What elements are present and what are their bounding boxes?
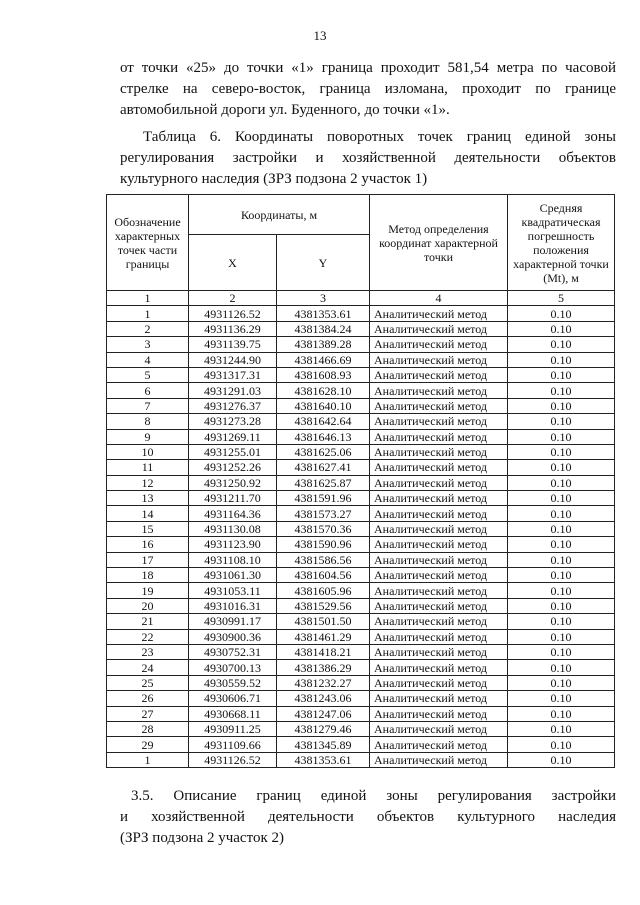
section-heading-line-2: и хозяйственной деятельности объектов культурного наследия [120, 809, 616, 825]
y-cell: 4381625.87 [277, 475, 370, 490]
x-cell: 4931016.31 [189, 598, 277, 613]
method-cell: Аналитический метод [370, 644, 508, 659]
x-cell: 4931269.11 [189, 429, 277, 444]
method-cell: Аналитический метод [370, 660, 508, 675]
y-cell: 4381604.56 [277, 568, 370, 583]
y-cell: 4381590.96 [277, 537, 370, 552]
point-id-cell: 3 [107, 337, 189, 352]
header-coords: Координаты, м [189, 195, 370, 235]
table-row [107, 737, 615, 752]
column-number-cell: 1 [107, 291, 189, 306]
method-cell: Аналитический метод [370, 675, 508, 690]
table-row [107, 475, 615, 490]
y-cell: 4381466.69 [277, 352, 370, 367]
accuracy-cell: 0.10 [508, 460, 615, 475]
table-row [107, 460, 615, 475]
table-body [107, 306, 615, 768]
y-cell: 4381608.93 [277, 367, 370, 382]
accuracy-cell: 0.10 [508, 675, 615, 690]
point-id-cell: 17 [107, 552, 189, 567]
x-cell: 4930606.71 [189, 691, 277, 706]
table-row [107, 537, 615, 552]
method-cell: Аналитический метод [370, 444, 508, 459]
accuracy-cell: 0.10 [508, 429, 615, 444]
table-row [107, 675, 615, 690]
method-cell: Аналитический метод [370, 614, 508, 629]
x-cell: 4930668.11 [189, 706, 277, 721]
table-row [107, 583, 615, 598]
point-id-cell: 19 [107, 583, 189, 598]
accuracy-cell: 0.10 [508, 475, 615, 490]
method-cell: Аналитический метод [370, 737, 508, 752]
point-id-cell: 25 [107, 675, 189, 690]
y-cell: 4381573.27 [277, 506, 370, 521]
table-row [107, 444, 615, 459]
point-id-cell: 12 [107, 475, 189, 490]
intro-line-1: от точки «25» до точки «1» граница проходит 581,54 метра по часовой [120, 60, 616, 76]
table-row [107, 506, 615, 521]
table-row [107, 398, 615, 413]
method-cell: Аналитический метод [370, 352, 508, 367]
method-cell: Аналитический метод [370, 460, 508, 475]
y-cell: 4381642.64 [277, 414, 370, 429]
column-number-row [107, 291, 615, 306]
section-heading-line-3: (ЗРЗ подзона 2 участок 2) [120, 830, 284, 846]
y-cell: 4381501.50 [277, 614, 370, 629]
point-id-cell: 2 [107, 321, 189, 336]
accuracy-cell: 0.10 [508, 737, 615, 752]
x-cell: 4931108.10 [189, 552, 277, 567]
accuracy-cell: 0.10 [508, 629, 615, 644]
accuracy-cell: 0.10 [508, 506, 615, 521]
point-id-cell: 27 [107, 706, 189, 721]
y-cell: 4381384.24 [277, 321, 370, 336]
accuracy-cell: 0.10 [508, 644, 615, 659]
table-row [107, 721, 615, 736]
accuracy-cell: 0.10 [508, 660, 615, 675]
point-id-cell: 29 [107, 737, 189, 752]
accuracy-cell: 0.10 [508, 306, 615, 321]
point-id-cell: 6 [107, 383, 189, 398]
table-row [107, 691, 615, 706]
x-cell: 4931244.90 [189, 352, 277, 367]
method-cell: Аналитический метод [370, 414, 508, 429]
method-cell: Аналитический метод [370, 629, 508, 644]
accuracy-cell: 0.10 [508, 398, 615, 413]
table-caption-line-2: регулирования застройки и хозяйственной деятельности объектов [120, 150, 616, 166]
accuracy-cell: 0.10 [508, 367, 615, 382]
x-cell: 4930559.52 [189, 675, 277, 690]
accuracy-cell: 0.10 [508, 352, 615, 367]
header-y: Y [277, 235, 370, 291]
table-row [107, 752, 615, 767]
method-cell: Аналитический метод [370, 506, 508, 521]
x-cell: 4931211.70 [189, 491, 277, 506]
section-heading-line-1: 3.5. Описание границ единой зоны регулирования застройки [131, 788, 616, 804]
y-cell: 4381247.06 [277, 706, 370, 721]
x-cell: 4931317.31 [189, 367, 277, 382]
y-cell: 4381570.36 [277, 521, 370, 536]
x-cell: 4931053.11 [189, 583, 277, 598]
x-cell: 4931126.52 [189, 306, 277, 321]
intro-line-2: стрелке на северо-восток, граница изломана, проходит по границе [120, 81, 616, 97]
point-id-cell: 22 [107, 629, 189, 644]
method-cell: Аналитический метод [370, 367, 508, 382]
method-cell: Аналитический метод [370, 337, 508, 352]
table-row [107, 660, 615, 675]
accuracy-cell: 0.10 [508, 537, 615, 552]
y-cell: 4381345.89 [277, 737, 370, 752]
x-cell: 4931109.66 [189, 737, 277, 752]
header-point: Обозначение характерных точек части границы [107, 195, 189, 291]
column-number-cell: 2 [189, 291, 277, 306]
table-row [107, 598, 615, 613]
y-cell: 4381461.29 [277, 629, 370, 644]
y-cell: 4381625.06 [277, 444, 370, 459]
y-cell: 4381640.10 [277, 398, 370, 413]
table-row [107, 552, 615, 567]
accuracy-cell: 0.10 [508, 552, 615, 567]
x-cell: 4931164.36 [189, 506, 277, 521]
method-cell: Аналитический метод [370, 706, 508, 721]
x-cell: 4930911.25 [189, 721, 277, 736]
x-cell: 4930752.31 [189, 644, 277, 659]
column-number-cell: 4 [370, 291, 508, 306]
table-row [107, 644, 615, 659]
method-cell: Аналитический метод [370, 306, 508, 321]
y-cell: 4381279.46 [277, 721, 370, 736]
point-id-cell: 21 [107, 614, 189, 629]
method-cell: Аналитический метод [370, 752, 508, 767]
y-cell: 4381605.96 [277, 583, 370, 598]
table-row [107, 352, 615, 367]
table-row [107, 629, 615, 644]
point-id-cell: 15 [107, 521, 189, 536]
table-row [107, 321, 615, 336]
x-cell: 4931136.29 [189, 321, 277, 336]
accuracy-cell: 0.10 [508, 568, 615, 583]
point-id-cell: 24 [107, 660, 189, 675]
table-row [107, 706, 615, 721]
point-id-cell: 26 [107, 691, 189, 706]
table-row [107, 414, 615, 429]
method-cell: Аналитический метод [370, 691, 508, 706]
y-cell: 4381627.41 [277, 460, 370, 475]
accuracy-cell: 0.10 [508, 721, 615, 736]
accuracy-cell: 0.10 [508, 614, 615, 629]
header-x: X [189, 235, 277, 291]
table-row [107, 383, 615, 398]
accuracy-cell: 0.10 [508, 521, 615, 536]
point-id-cell: 13 [107, 491, 189, 506]
point-id-cell: 7 [107, 398, 189, 413]
accuracy-cell: 0.10 [508, 444, 615, 459]
method-cell: Аналитический метод [370, 383, 508, 398]
x-cell: 4931252.26 [189, 460, 277, 475]
y-cell: 4381646.13 [277, 429, 370, 444]
y-cell: 4381628.10 [277, 383, 370, 398]
method-cell: Аналитический метод [370, 568, 508, 583]
x-cell: 4931276.37 [189, 398, 277, 413]
accuracy-cell: 0.10 [508, 321, 615, 336]
method-cell: Аналитический метод [370, 521, 508, 536]
point-id-cell: 28 [107, 721, 189, 736]
accuracy-cell: 0.10 [508, 491, 615, 506]
table-row [107, 521, 615, 536]
point-id-cell: 10 [107, 444, 189, 459]
x-cell: 4931255.01 [189, 444, 277, 459]
accuracy-cell: 0.10 [508, 383, 615, 398]
x-cell: 4931273.28 [189, 414, 277, 429]
point-id-cell: 9 [107, 429, 189, 444]
method-cell: Аналитический метод [370, 598, 508, 613]
accuracy-cell: 0.10 [508, 598, 615, 613]
header-method: Метод определения координат характерной точки [370, 195, 508, 291]
x-cell: 4931291.03 [189, 383, 277, 398]
y-cell: 4381529.56 [277, 598, 370, 613]
table-row [107, 306, 615, 321]
table-caption-line-1: Таблица 6. Координаты поворотных точек границ единой зоны [143, 129, 616, 145]
point-id-cell: 23 [107, 644, 189, 659]
method-cell: Аналитический метод [370, 321, 508, 336]
column-number-cell: 3 [277, 291, 370, 306]
y-cell: 4381232.27 [277, 675, 370, 690]
header-accuracy: Средняя квадратическая погрешность положения характерной точки (Mt), м [508, 195, 615, 291]
table-row [107, 568, 615, 583]
y-cell: 4381386.29 [277, 660, 370, 675]
y-cell: 4381418.21 [277, 644, 370, 659]
accuracy-cell: 0.10 [508, 752, 615, 767]
table-row [107, 429, 615, 444]
page-number: 13 [313, 28, 327, 43]
x-cell: 4930991.17 [189, 614, 277, 629]
coordinates-table [106, 194, 615, 768]
accuracy-cell: 0.10 [508, 691, 615, 706]
point-id-cell: 18 [107, 568, 189, 583]
point-id-cell: 20 [107, 598, 189, 613]
x-cell: 4931250.92 [189, 475, 277, 490]
x-cell: 4931061.30 [189, 568, 277, 583]
accuracy-cell: 0.10 [508, 583, 615, 598]
x-cell: 4930700.13 [189, 660, 277, 675]
table-row [107, 491, 615, 506]
y-cell: 4381243.06 [277, 691, 370, 706]
table-row [107, 614, 615, 629]
point-id-cell: 5 [107, 367, 189, 382]
y-cell: 4381586.56 [277, 552, 370, 567]
x-cell: 4931130.08 [189, 521, 277, 536]
table-row [107, 337, 615, 352]
y-cell: 4381389.28 [277, 337, 370, 352]
x-cell: 4931126.52 [189, 752, 277, 767]
accuracy-cell: 0.10 [508, 414, 615, 429]
column-number-cell: 5 [508, 291, 615, 306]
table-row [107, 367, 615, 382]
method-cell: Аналитический метод [370, 475, 508, 490]
x-cell: 4931139.75 [189, 337, 277, 352]
method-cell: Аналитический метод [370, 583, 508, 598]
y-cell: 4381591.96 [277, 491, 370, 506]
point-id-cell: 4 [107, 352, 189, 367]
point-id-cell: 1 [107, 306, 189, 321]
table-caption-line-3: культурного наследия (ЗРЗ подзона 2 участок 1) [120, 171, 428, 187]
point-id-cell: 14 [107, 506, 189, 521]
method-cell: Аналитический метод [370, 537, 508, 552]
accuracy-cell: 0.10 [508, 337, 615, 352]
x-cell: 4930900.36 [189, 629, 277, 644]
point-id-cell: 16 [107, 537, 189, 552]
point-id-cell: 1 [107, 752, 189, 767]
y-cell: 4381353.61 [277, 752, 370, 767]
method-cell: Аналитический метод [370, 429, 508, 444]
intro-line-3: автомобильной дороги ул. Буденного, до точки «1». [120, 102, 450, 118]
y-cell: 4381353.61 [277, 306, 370, 321]
x-cell: 4931123.90 [189, 537, 277, 552]
method-cell: Аналитический метод [370, 491, 508, 506]
point-id-cell: 8 [107, 414, 189, 429]
method-cell: Аналитический метод [370, 552, 508, 567]
method-cell: Аналитический метод [370, 398, 508, 413]
method-cell: Аналитический метод [370, 721, 508, 736]
accuracy-cell: 0.10 [508, 706, 615, 721]
point-id-cell: 11 [107, 460, 189, 475]
